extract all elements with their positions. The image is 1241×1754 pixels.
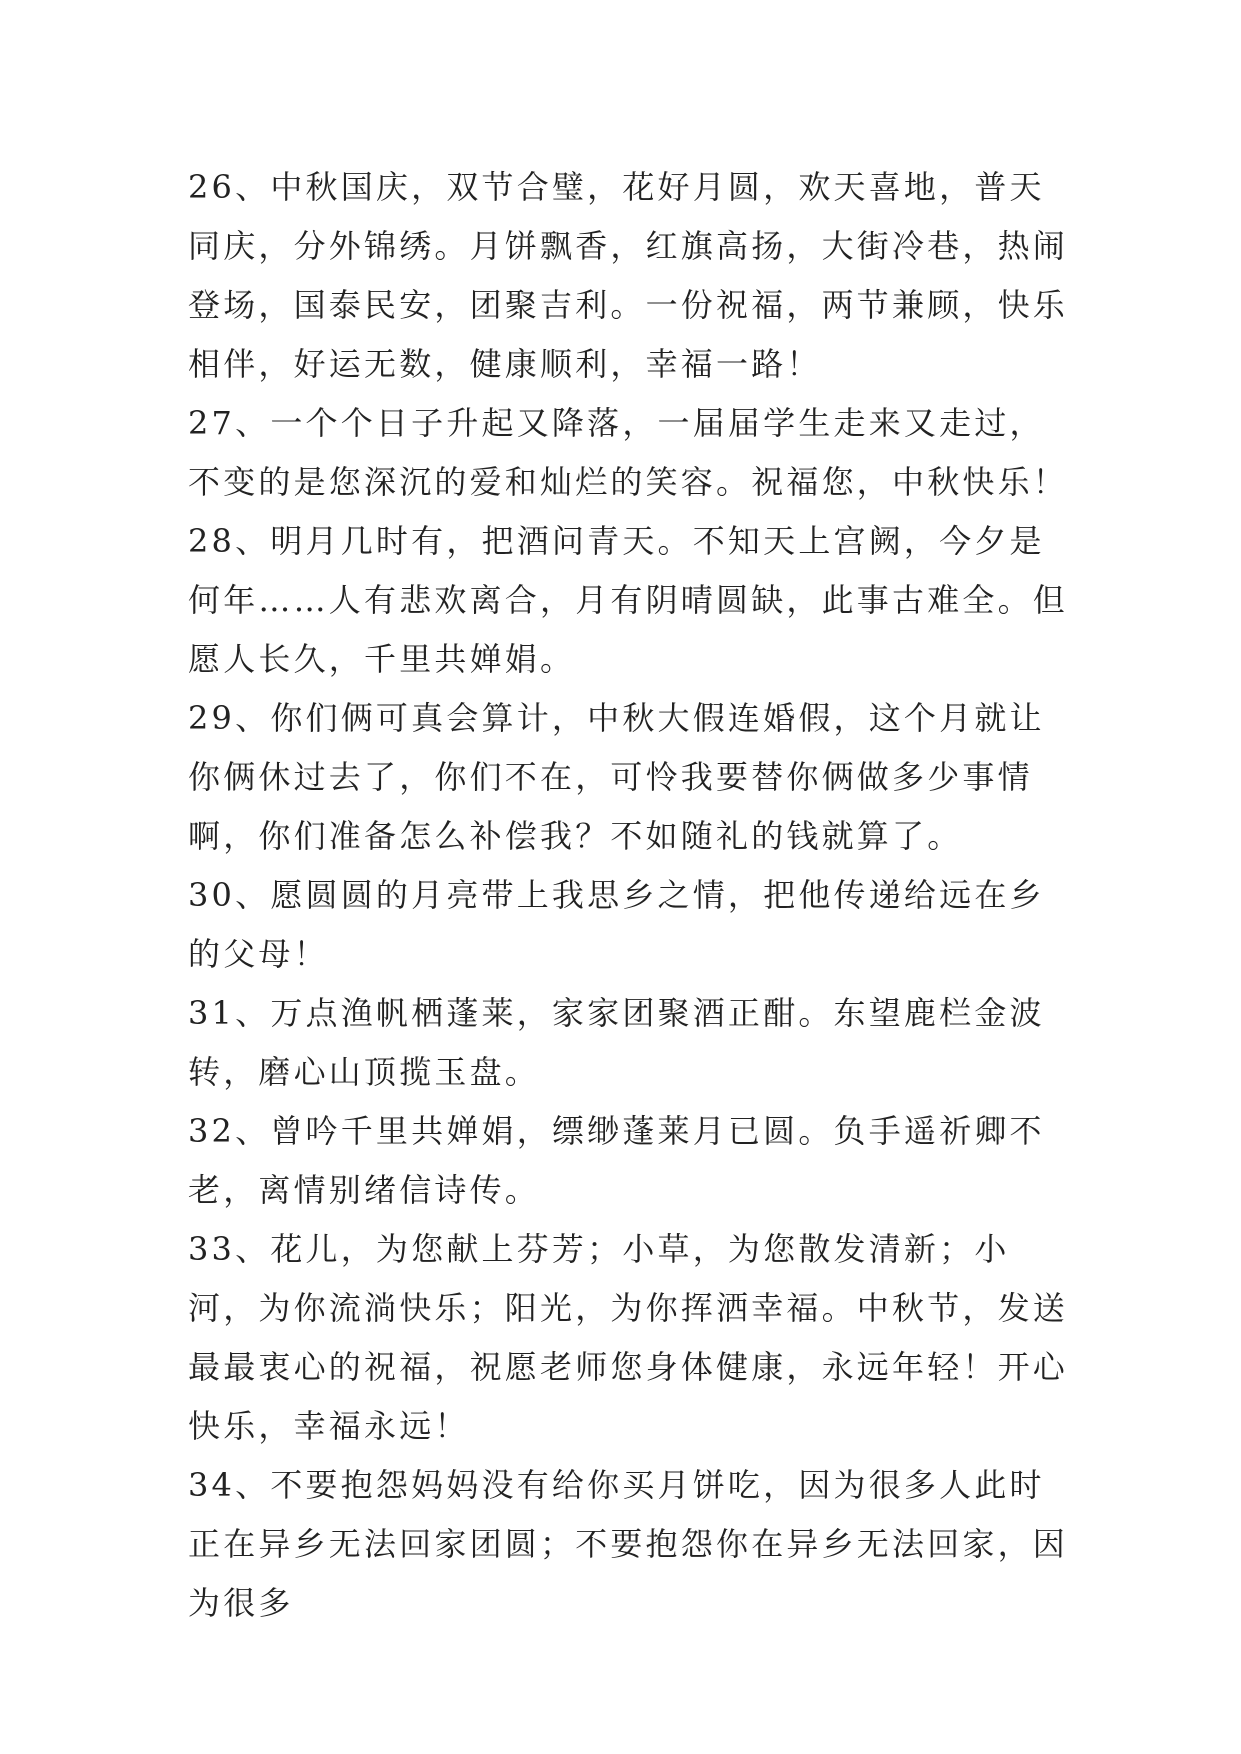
paragraph-33: 33、花儿，为您献上芬芳；小草，为您散发清新；小河，为你流淌快乐；阳光，为你挥洒幸福。中秋节，发送最最衷心的祝福，祝愿老师您身体健康，永远年轻！开心快乐，幸福永远！ (188, 1230, 1069, 1445)
document-body (188, 158, 1068, 1633)
paragraph-31: 31、万点渔帆栖蓬莱，家家团聚酒正酣。东望鹿栏金波转，磨心山顶揽玉盘。 (188, 994, 1045, 1091)
paragraph-29: 29、你们俩可真会算计，中秋大假连婚假，这个月就让你俩休过去了，你们不在，可怜我要替你俩做多少事情啊，你们准备怎么补偿我？不如随礼的钱就算了。 (188, 699, 1045, 855)
paragraph-28: 28、明月几时有，把酒问青天。不知天上宫阙，今夕是何年……人有悲欢离合，月有阴晴圆缺，此事古难全。但愿人长久，千里共婵娟。 (188, 522, 1069, 678)
paragraph-34: 34、不要抱怨妈妈没有给你买月饼吃，因为很多人此时正在异乡无法回家团圆；不要抱怨你在异乡无法回家，因为很多 (188, 1466, 1069, 1622)
paragraph-26: 26、中秋国庆，双节合璧，花好月圆，欢天喜地，普天同庆，分外锦绣。月饼飘香，红旗高扬，大街冷巷，热闹登场，国泰民安，团聚吉利。一份祝福，两节兼顾，快乐相伴，好运无数，健康顺利，幸福一路！ (188, 168, 1069, 383)
paragraph-30: 30、愿圆圆的月亮带上我思乡之情，把他传递给远在乡的父母！ (188, 876, 1045, 973)
paragraph-27: 27、一个个日子升起又降落，一届届学生走来又走过，不变的是您深沉的爱和灿烂的笑容。祝福您，中秋快乐！ (188, 404, 1069, 501)
paragraph-32: 32、曾吟千里共婵娟，缥缈蓬莱月已圆。负手遥祈卿不老，离情别绪信诗传。 (188, 1112, 1045, 1209)
